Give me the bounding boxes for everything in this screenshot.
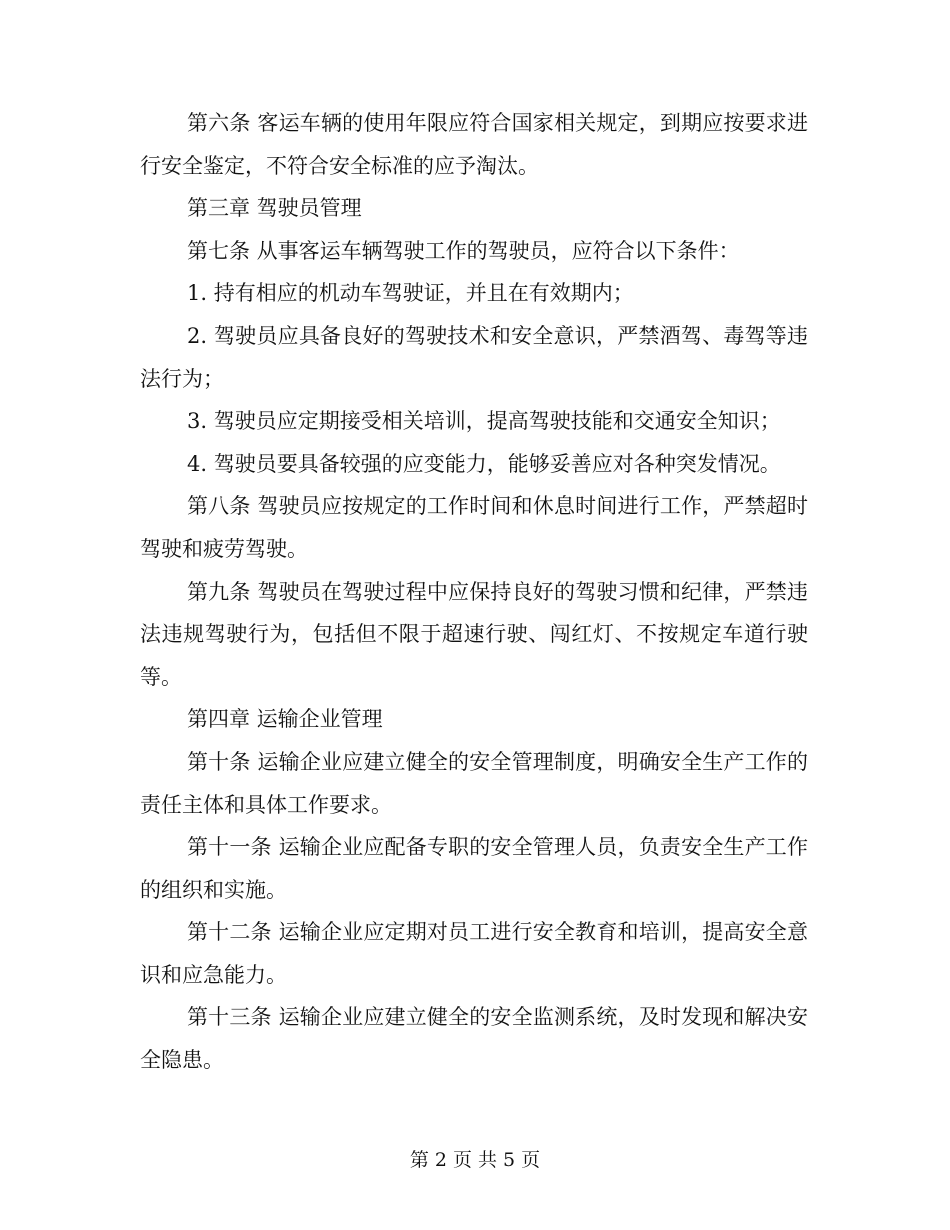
- chapter-heading-3: 第三章 驾驶员管理: [187, 196, 362, 221]
- chapter-heading-4: 第四章 运输企业管理: [187, 707, 383, 732]
- document-body: [140, 102, 808, 1082]
- paragraph-article-9: 第九条 驾驶员在驾驶过程中应保持良好的驾驶习惯和纪律，严禁违法违规驾驶行为，包括但不限于超速行驶、闯红灯、不按规定车道行驶等。: [140, 579, 808, 689]
- list-item-2: 2. 驾驶员应具备良好的驾驶技术和安全意识，严禁酒驾、毒驾等违法行为；: [140, 323, 808, 391]
- paragraph-article-8: 第八条 驾驶员应按规定的工作时间和休息时间进行工作，严禁超时驾驶和疲劳驾驶。: [140, 494, 808, 561]
- paragraph-article-11: 第十一条 运输企业应配备专职的安全管理人员，负责安全生产工作的组织和实施。: [140, 835, 808, 902]
- list-item-3: 3. 驾驶员应定期接受相关培训，提高驾驶技能和交通安全知识；: [187, 409, 781, 434]
- paragraph-article-10: 第十条 运输企业应建立健全的安全管理制度，明确安全生产工作的责任主体和具体工作要求。: [140, 749, 808, 817]
- page-footer: 第 2 页 共 5 页: [409, 1149, 541, 1171]
- paragraph-article-6: 第六条 客运车辆的使用年限应符合国家相关规定，到期应按要求进行安全鉴定，不符合安全标准的应予淘汰。: [140, 111, 808, 178]
- list-item-1: 1. 持有相应的机动车驾驶证，并且在有效期内；: [187, 281, 634, 306]
- paragraph-article-12: 第十二条 运输企业应定期对员工进行安全教育和培训，提高安全意识和应急能力。: [140, 920, 808, 987]
- list-item-4: 4. 驾驶员要具备较强的应变能力，能够妥善应对各种突发情况。: [187, 451, 781, 476]
- paragraph-article-13: 第十三条 运输企业应建立健全的安全监测系统，及时发现和解决安全隐患。: [140, 1005, 808, 1073]
- paragraph-article-7: 第七条 从事客运车辆驾驶工作的驾驶员，应符合以下条件：: [187, 238, 740, 263]
